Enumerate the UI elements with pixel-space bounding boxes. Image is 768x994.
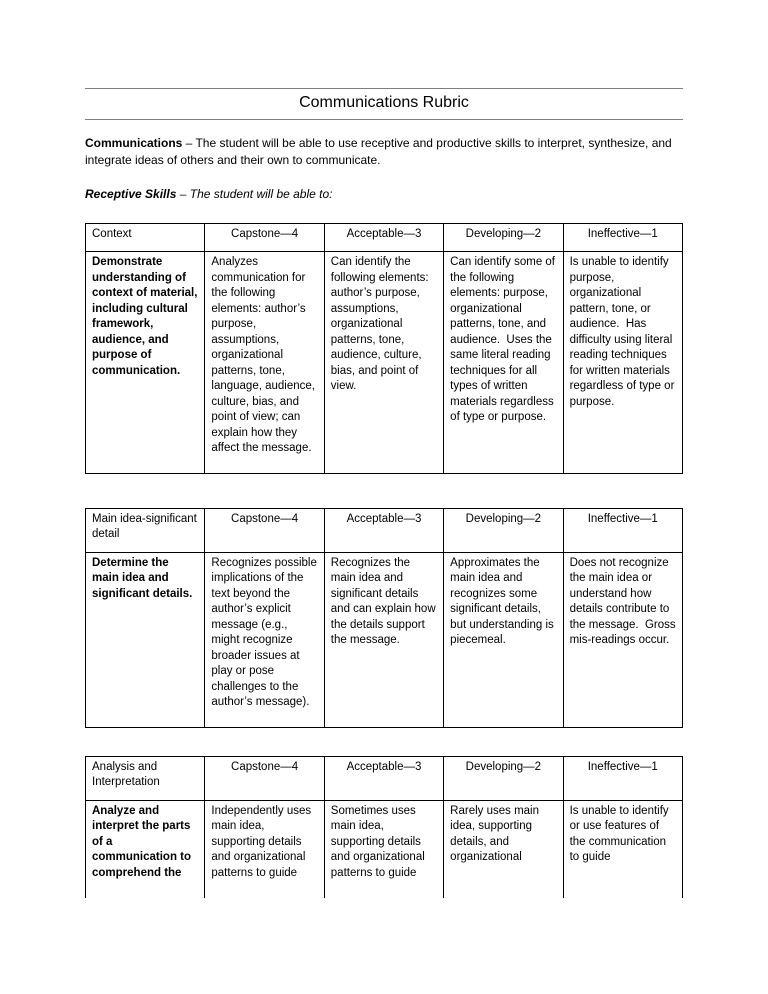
ineffective-cell: Does not recognize the main idea or understand how details contribute to the message. Gross mis-readings occur. xyxy=(563,552,682,727)
column-header-acceptable: Acceptable—3 xyxy=(324,223,443,252)
column-header-acceptable: Acceptable—3 xyxy=(324,756,443,800)
developing-cell: Approximates the main idea and recognizes some significant details, but understanding is piecemeal. xyxy=(444,552,563,727)
column-header-acceptable: Acceptable—3 xyxy=(324,508,443,552)
column-header-main-idea: Main idea-significant detail xyxy=(86,508,205,552)
column-header-developing: Developing—2 xyxy=(444,756,563,800)
column-header-developing: Developing—2 xyxy=(444,223,563,252)
capstone-cell: Independently uses main idea, supporting details and organizational patterns to guide xyxy=(205,800,324,898)
rubric-table-context xyxy=(85,223,683,474)
column-header-developing: Developing—2 xyxy=(444,508,563,552)
capstone-cell: Recognizes possible implications of the text beyond the author’s explicit message (e.g., might recognize broader issues at play or pose challenges to the author’s message). xyxy=(205,552,324,727)
table-row xyxy=(86,552,683,727)
rubric-table-analysis xyxy=(85,756,683,899)
receptive-skills-heading xyxy=(85,186,683,203)
capstone-cell: Analyzes communication for the following elements: author’s purpose, assumptions, organizational patterns, tone, language, audience, culture, bias, and point of view; can explain how they affect the message. xyxy=(205,252,324,474)
table-header-row xyxy=(86,756,683,800)
column-header-ineffective: Ineffective—1 xyxy=(563,223,682,252)
table-header-row xyxy=(86,223,683,252)
table-row xyxy=(86,252,683,474)
communications-term: Communications xyxy=(85,136,183,150)
criterion-cell: Determine the main idea and significant details. xyxy=(86,552,205,727)
rubric-table-main-idea xyxy=(85,508,683,728)
column-header-capstone: Capstone—4 xyxy=(205,223,324,252)
column-header-context: Context xyxy=(86,223,205,252)
column-header-capstone: Capstone—4 xyxy=(205,508,324,552)
table-row xyxy=(86,800,683,898)
receptive-skills-text: – The student will be able to: xyxy=(176,186,333,201)
communications-description-text: – The student will be able to use receptive and productive skills to interpret, synthesize, and integrate ideas of others and their own to communicate. xyxy=(85,136,672,168)
column-header-ineffective: Ineffective—1 xyxy=(563,508,682,552)
page-title: Communications Rubric xyxy=(85,88,683,120)
column-header-ineffective: Ineffective—1 xyxy=(563,756,682,800)
table-header-row xyxy=(86,508,683,552)
column-header-capstone: Capstone—4 xyxy=(205,756,324,800)
communications-description xyxy=(85,135,683,170)
developing-cell: Rarely uses main idea, supporting details, and organizational xyxy=(444,800,563,898)
acceptable-cell: Recognizes the main idea and significant details and can explain how the details support the message. xyxy=(324,552,443,727)
column-header-analysis: Analysis and Interpretation xyxy=(86,756,205,800)
acceptable-cell: Sometimes uses main idea, supporting details and organizational patterns to guide xyxy=(324,800,443,898)
acceptable-cell: Can identify the following elements: author’s purpose, assumptions, organizational patterns, tone, audience, culture, bias, and point of view. xyxy=(324,252,443,474)
ineffective-cell: Is unable to identify purpose, organizational pattern, tone, or audience. Has difficulty using literal reading techniques for written materials regardless of type or purpose. xyxy=(563,252,682,474)
criterion-cell: Demonstrate understanding of context of material, including cultural framework, audience, and purpose of communication. xyxy=(86,252,205,474)
criterion-cell: Analyze and interpret the parts of a communication to comprehend the xyxy=(86,800,205,898)
ineffective-cell: Is unable to identify or use features of the communication to guide xyxy=(563,800,682,898)
receptive-skills-term: Receptive Skills xyxy=(85,186,177,201)
developing-cell: Can identify some of the following elements: purpose, organizational patterns, tone, and audience. Uses the same literal reading techniques for all types of written materials regardless of type or purpose. xyxy=(444,252,563,474)
